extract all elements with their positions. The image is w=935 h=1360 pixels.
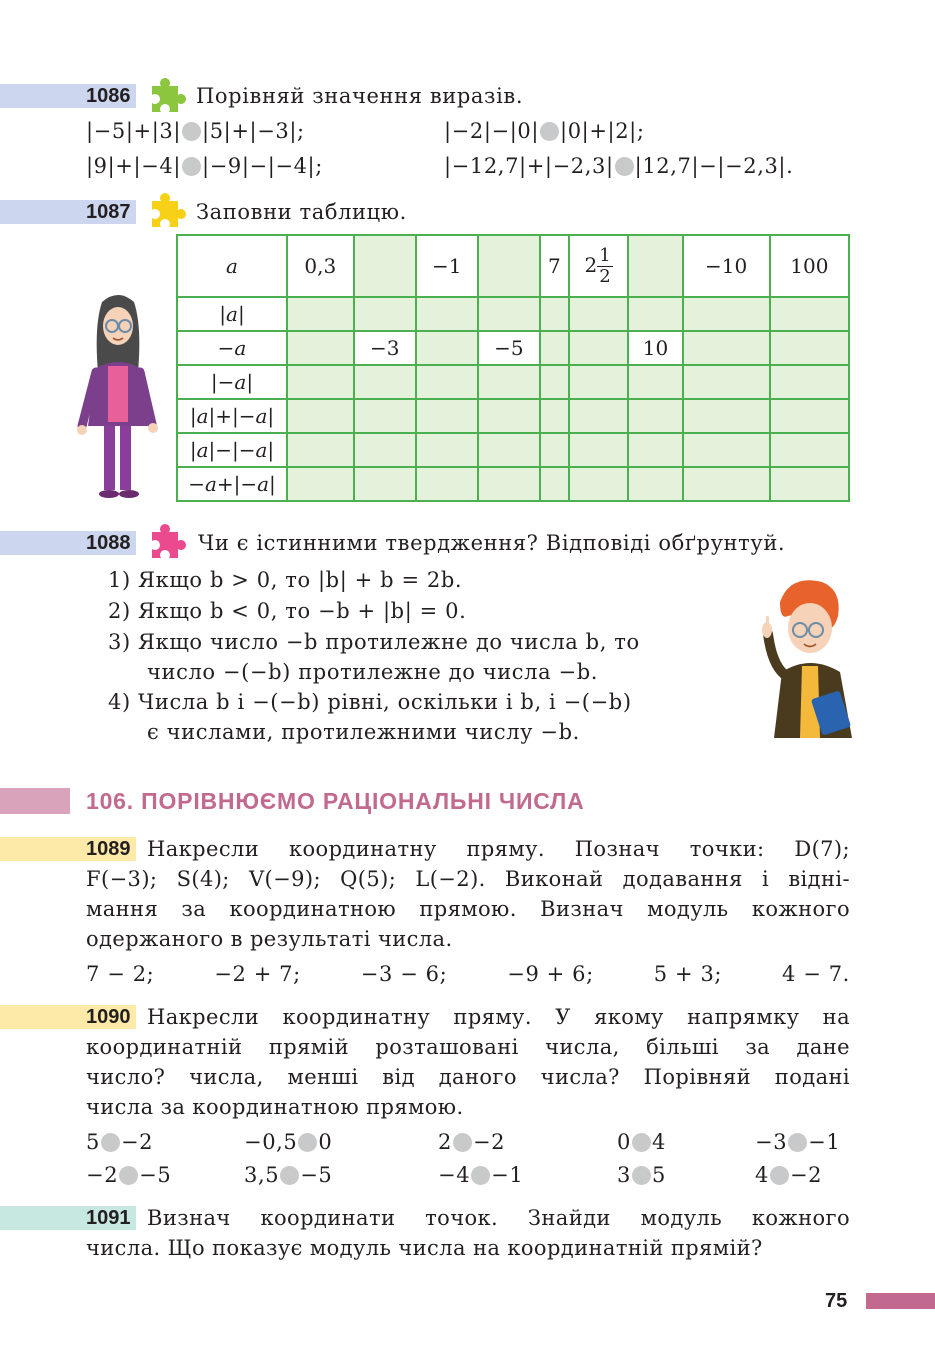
compare-circle[interactable]: [453, 1133, 472, 1152]
table-cell[interactable]: [287, 297, 354, 331]
exercise-number-1091: 1091: [86, 1207, 131, 1229]
table-cell[interactable]: [628, 297, 682, 331]
table-header-cell[interactable]: [628, 235, 682, 297]
table-header-cell: 7: [540, 235, 569, 297]
table-cell[interactable]: [478, 467, 540, 501]
table-cell[interactable]: [416, 297, 478, 331]
compare-circle[interactable]: [788, 1133, 807, 1152]
compare-pair: 2 −2: [438, 1130, 506, 1154]
table-cell[interactable]: [770, 365, 849, 399]
table-header-cell: −1: [416, 235, 478, 297]
table-cell[interactable]: [569, 433, 629, 467]
expr-1086-2b: |−12,7|+|−2,3| |12,7|−|−2,3|.: [444, 154, 794, 178]
table-cell[interactable]: [540, 467, 569, 501]
table-cell[interactable]: [569, 399, 629, 433]
compare-circle[interactable]: [101, 1133, 120, 1152]
statement-4-cont: є числами, протилежними числу −b.: [147, 720, 580, 744]
table-row: [177, 467, 849, 501]
task-1088: Чи є істинними твердження? Відповіді обґрунтуй.: [198, 531, 786, 555]
table-cell[interactable]: [416, 399, 478, 433]
exercise-number-1089: 1089: [86, 838, 131, 860]
expr-1086-1b: |−2|−|0| |0|+|2|;: [444, 119, 645, 143]
table-cell[interactable]: [770, 399, 849, 433]
table-cell[interactable]: [540, 433, 569, 467]
row-label: |a|−|−a|: [177, 433, 287, 467]
table-cell[interactable]: [770, 433, 849, 467]
compare-circle[interactable]: [280, 1166, 299, 1185]
expression: −2 + 7;: [214, 962, 301, 986]
table-cell[interactable]: [478, 365, 540, 399]
table-cell[interactable]: [770, 297, 849, 331]
expression: −9 + 6;: [507, 962, 594, 986]
table-row: [177, 433, 849, 467]
task-1089: Накресли координатну пряму. Познач точки: D(7); F(−3); S(4); V(−9); Q(5); L(−2). Виконай додавання і відні- мання за координатною прямою. Визнач модуль кожного одержаного в результаті числа.: [86, 837, 850, 951]
table-cell[interactable]: [478, 433, 540, 467]
exercise-number-1088: 1088: [86, 532, 131, 554]
statement-2: 2) Якщо b < 0, то −b + |b| = 0.: [108, 599, 467, 623]
expr-1086-2a: |9|+|−4| |−9|−|−4|;: [86, 154, 323, 178]
exercise-number-1086: 1086: [86, 85, 131, 107]
table-cell[interactable]: [287, 331, 354, 365]
table-cell[interactable]: [683, 433, 770, 467]
page-number-band: [866, 1293, 935, 1309]
table-cell[interactable]: [287, 365, 354, 399]
statement-3-cont: число −(−b) протилежне до числа −b.: [147, 660, 599, 684]
compare-circle[interactable]: [119, 1166, 138, 1185]
row-label: |a|+|−a|: [177, 399, 287, 433]
table-cell[interactable]: [540, 399, 569, 433]
row-label: |a|: [177, 297, 287, 331]
task-1086: Порівняй значення виразів.: [196, 84, 524, 108]
table-cell[interactable]: [770, 331, 849, 365]
table-cell[interactable]: [416, 467, 478, 501]
statement-1: 1) Якщо b > 0, то |b| + b = 2b.: [108, 568, 463, 592]
row-label: −a: [177, 331, 287, 365]
expression: −3 − 6;: [360, 962, 448, 986]
table-cell[interactable]: [287, 433, 354, 467]
table-cell[interactable]: [628, 433, 682, 467]
table-header-cell[interactable]: [354, 235, 416, 297]
compare-circle[interactable]: [632, 1133, 651, 1152]
table-cell[interactable]: [628, 467, 682, 501]
puzzle-pink-icon: [146, 524, 186, 560]
table-header-cell: −10: [683, 235, 770, 297]
compare-circle[interactable]: [770, 1166, 789, 1185]
expression-list-1089: [86, 959, 850, 989]
page-number: 75: [825, 1290, 848, 1312]
compare-circle[interactable]: [615, 157, 634, 176]
table-cell[interactable]: [354, 297, 416, 331]
table-header-cell: 100: [770, 235, 849, 297]
table-cell[interactable]: [287, 399, 354, 433]
compare-circle[interactable]: [298, 1133, 317, 1152]
table-row: [177, 331, 849, 365]
section-title: 106. ПОРІВНЮЄМО РАЦІОНАЛЬНІ ЧИСЛА: [86, 788, 585, 814]
table-row: [177, 297, 849, 331]
girl-illustration: [74, 288, 160, 502]
table-cell[interactable]: [478, 399, 540, 433]
table-cell[interactable]: [354, 365, 416, 399]
statement-4: 4) Числа b і −(−b) рівні, оскільки і b, і −(−b): [108, 690, 632, 714]
puzzle-green-icon: [146, 78, 186, 114]
table-cell[interactable]: [683, 331, 770, 365]
table-cell[interactable]: [569, 467, 629, 501]
table-cell[interactable]: [569, 331, 629, 365]
compare-pair: 3,5 −5: [244, 1163, 333, 1187]
exercise-number-1087: 1087: [86, 201, 131, 223]
table-cell: 10: [628, 331, 682, 365]
table-cell[interactable]: [354, 399, 416, 433]
compare-pair: 5 −2: [86, 1130, 154, 1154]
table-cell: −5: [478, 331, 540, 365]
compare-circle[interactable]: [182, 122, 201, 141]
table-cell[interactable]: [354, 433, 416, 467]
compare-circle[interactable]: [540, 122, 559, 141]
compare-pair: 4 −2: [755, 1163, 823, 1187]
task-1090: Накресли координатну пряму. У якому напрямку на координатній прямій розташовані числа, більші за дане число? числа, менші від даного числа? Порівняй подані числа за координатною прямою.: [86, 1005, 850, 1119]
values-table: [176, 234, 850, 502]
task-1087: Заповни таблицю.: [196, 200, 407, 224]
table-cell[interactable]: [416, 365, 478, 399]
boy-illustration: [752, 576, 858, 738]
compare-pair: −2 −5: [86, 1163, 172, 1187]
table-cell[interactable]: [569, 297, 629, 331]
compare-pair: 0 4: [617, 1130, 666, 1154]
table-cell[interactable]: [354, 467, 416, 501]
table-header-cell: 0,3: [287, 235, 354, 297]
table-cell[interactable]: [416, 433, 478, 467]
table-cell[interactable]: [416, 331, 478, 365]
table-header-row: [177, 235, 849, 297]
table-cell[interactable]: [683, 467, 770, 501]
compare-pair: −3 −1: [755, 1130, 841, 1154]
table-header-cell[interactable]: [478, 235, 540, 297]
compare-circle[interactable]: [632, 1166, 651, 1185]
table-cell[interactable]: [540, 297, 569, 331]
exercise-number-1090: 1090: [86, 1006, 131, 1028]
compare-circle[interactable]: [471, 1166, 490, 1185]
expression: 7 − 2;: [86, 962, 155, 986]
table-cell[interactable]: [540, 331, 569, 365]
table-cell[interactable]: [569, 365, 629, 399]
section-band: [0, 788, 70, 814]
row-label: −a+|−a|: [177, 467, 287, 501]
table-cell: −3: [354, 331, 416, 365]
table-cell[interactable]: [628, 365, 682, 399]
puzzle-yellow-icon: [146, 193, 186, 229]
table-cell[interactable]: [683, 399, 770, 433]
table-cell[interactable]: [478, 297, 540, 331]
expression: 4 − 7.: [782, 962, 850, 986]
table-cell[interactable]: [683, 365, 770, 399]
table-cell[interactable]: [770, 467, 849, 501]
table-cell[interactable]: [287, 467, 354, 501]
expression: 5 + 3;: [653, 962, 723, 986]
task-1091: Визнач координати точок. Знайди модуль кожного числа. Що показує модуль числа на координатній прямій?: [86, 1206, 850, 1260]
compare-pair: 3 5: [617, 1163, 666, 1187]
expr-1086-1a: |−5|+|3| |5|+|−3|;: [86, 119, 305, 143]
row-label: |−a|: [177, 365, 287, 399]
compare-pair: −4 −1: [438, 1163, 524, 1187]
table-cell[interactable]: [628, 399, 682, 433]
table-row: [177, 399, 849, 433]
statement-3: 3) Якщо число −b протилежне до числа b, то: [108, 630, 640, 654]
table-cell[interactable]: [683, 297, 770, 331]
table-header-mixed-fraction: 2 $\frac{1}{2}$: [569, 235, 629, 297]
table-row: [177, 365, 849, 399]
compare-pair: −0,5 0: [244, 1130, 333, 1154]
compare-circle[interactable]: [182, 157, 201, 176]
table-cell[interactable]: [540, 365, 569, 399]
table-header-a: a: [177, 235, 287, 297]
